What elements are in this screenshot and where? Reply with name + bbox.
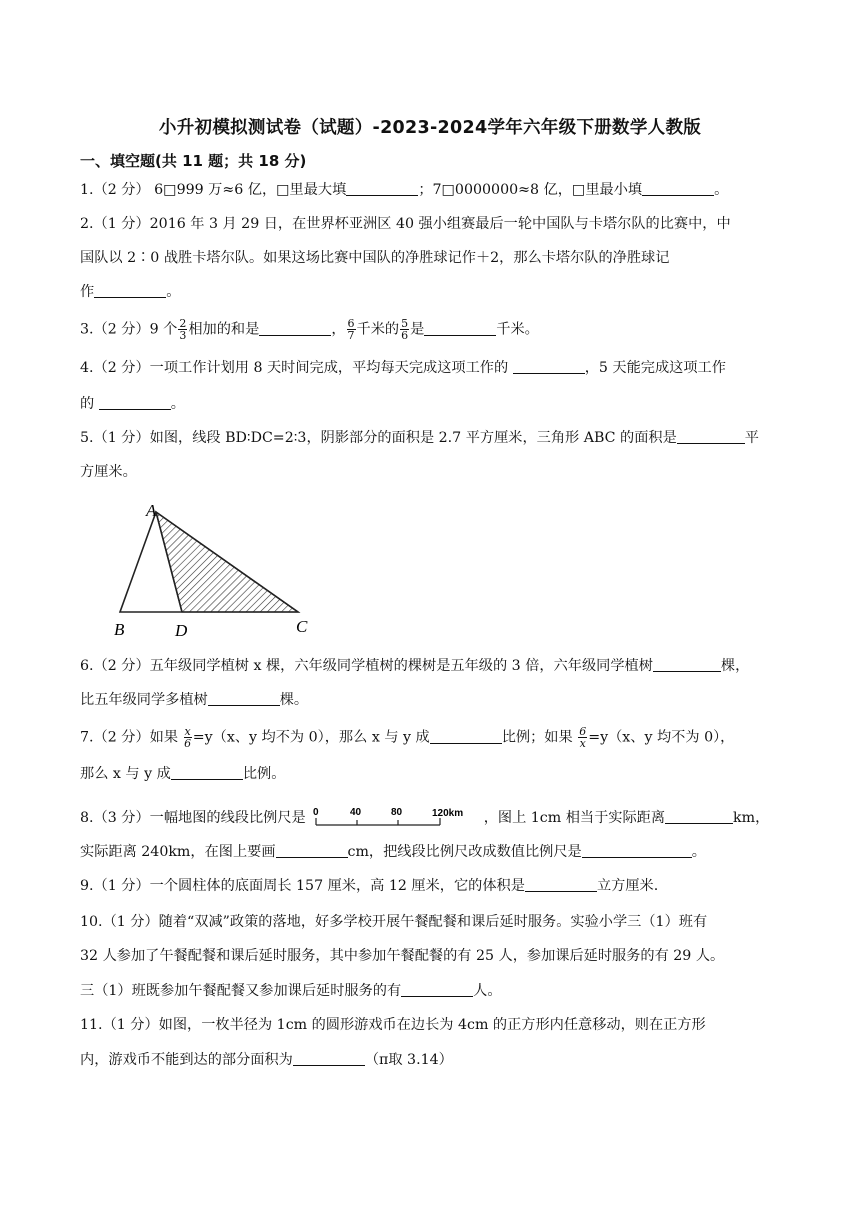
- fraction: $\frac{x}{6}$: [184, 725, 192, 750]
- svg-text:120km: 120km: [431, 808, 463, 819]
- question-1: 1.（2 分） 6□999 万≈6 亿，□里最大填 ；7□0000000≈8 亿，□里最小填 。: [80, 182, 729, 198]
- question-9: 9.（1 分）一个圆柱体的底面周长 157 厘米，高 12 厘米，它的体积是 立方厘米.: [80, 878, 659, 894]
- question-2-line-1: 2.（1 分）2016 年 3 月 29 日，在世界杯亚洲区 40 强小组赛最后一轮中国队与卡塔尔队的比赛中，中: [80, 216, 731, 232]
- answer-blank[interactable]: [525, 877, 597, 892]
- answer-blank[interactable]: [430, 729, 502, 744]
- question-5-line-2: 方厘米。: [80, 464, 137, 480]
- question-2-line-2: 国队以 2∶0 战胜卡塔尔队。如果这场比赛中国队的净胜球记作＋2，那么卡塔尔队的净胜球记: [80, 250, 670, 266]
- question-7-line-1: 7.（2 分）如果 $\frac{x}{6}$ =y（x、y 均不为 0），那么 x 与 y 成 比例；如果 $\frac{6}{x}$ =y（x、y 均不为 0），: [80, 725, 735, 750]
- answer-blank[interactable]: [677, 429, 745, 444]
- answer-blank[interactable]: [401, 982, 473, 997]
- question-4-line-1: 4.（2 分）一项工作计划用 8 天时间完成，平均每天完成这项工作的 ，5 天能完成这项工作: [80, 360, 726, 376]
- label-b: B: [114, 620, 125, 639]
- svg-text:0: 0: [312, 807, 319, 818]
- answer-blank[interactable]: [424, 321, 496, 336]
- answer-blank[interactable]: [346, 181, 418, 196]
- question-8-line-1: 8.（3 分）一幅地图的线段比例尺是 0 40 80 120km ，图上 1cm 相当于实际距离 km，: [80, 805, 780, 831]
- question-10-line-2: 32 人参加了午餐配餐和课后延时服务，其中参加午餐配餐的有 25 人，参加课后延时服务的有 29 人。: [80, 948, 725, 964]
- question-11-line-1: 11.（1 分）如图，一枚半径为 1cm 的圆形游戏币在边长为 4cm 的正方形内任意移动，则在正方形: [80, 1017, 706, 1033]
- question-6-line-2: 比五年级同学多植树 棵。: [80, 692, 309, 708]
- question-5-line-1: 5.（1 分）如图，线段 BD∶DC=2∶3，阴影部分的面积是 2.7 平方厘米，三角形 ABC 的面积是 平: [80, 430, 759, 446]
- answer-blank[interactable]: [582, 843, 692, 858]
- answer-blank[interactable]: [513, 359, 585, 374]
- question-10-line-3: 三（1）班既参加午餐配餐又参加课后延时服务的有 人。: [80, 983, 502, 999]
- question-4-line-2: 的 。: [80, 396, 185, 412]
- label-c: C: [296, 617, 308, 636]
- answer-blank[interactable]: [259, 321, 331, 336]
- question-3: 3.（2 分）9 个 $\frac{2}{3}$ 相加的和是 ， $\frac{6}{7}$ 千米的 $\frac{5}{6}$ 是 千米。: [80, 317, 539, 342]
- question-6-line-1: 6.（2 分）五年级同学植树 x 棵，六年级同学植树的棵树是五年级的 3 倍，六年级同学植树 棵，: [80, 658, 750, 674]
- answer-blank[interactable]: [99, 395, 171, 410]
- label-a: A: [146, 501, 157, 520]
- answer-blank[interactable]: [653, 657, 721, 672]
- svg-text:80: 80: [390, 807, 402, 818]
- answer-blank[interactable]: [171, 765, 243, 780]
- fraction: $\frac{6}{x}$: [579, 725, 587, 750]
- fraction: $\frac{5}{6}$: [401, 317, 409, 342]
- answer-blank[interactable]: [276, 843, 348, 858]
- answer-blank[interactable]: [293, 1051, 365, 1066]
- question-10-line-1: 10.（1 分）随着“双减”政策的落地，好多学校开展午餐配餐和课后延时服务。实验小学三（1）班有: [80, 914, 708, 930]
- answer-blank[interactable]: [94, 283, 166, 298]
- question-8-line-2: 实际距离 240km，在图上要画 cm，把线段比例尺改成数值比例尺是 。: [80, 844, 706, 860]
- svg-text:40: 40: [349, 807, 361, 818]
- triangle-figure: [112, 498, 322, 644]
- answer-blank[interactable]: [642, 181, 714, 196]
- fraction: $\frac{2}{3}$: [179, 317, 187, 342]
- question-2-line-3: 作 。: [80, 284, 181, 300]
- section-heading: 一、填空题(共 11 题；共 18 分): [80, 152, 307, 170]
- question-11-line-2: 内，游戏币不能到达的部分面积为 （π取 3.14）: [80, 1052, 453, 1068]
- label-d: D: [175, 621, 188, 640]
- question-7-line-2: 那么 x 与 y 成 比例。: [80, 766, 286, 782]
- answer-blank[interactable]: [665, 809, 733, 824]
- scale-bar-figure: [312, 805, 478, 831]
- answer-blank[interactable]: [208, 691, 280, 706]
- fraction: $\frac{6}{7}$: [347, 317, 355, 342]
- exam-title: 小升初模拟测试卷（试题）-2023-2024学年六年级下册数学人教版: [158, 118, 702, 138]
